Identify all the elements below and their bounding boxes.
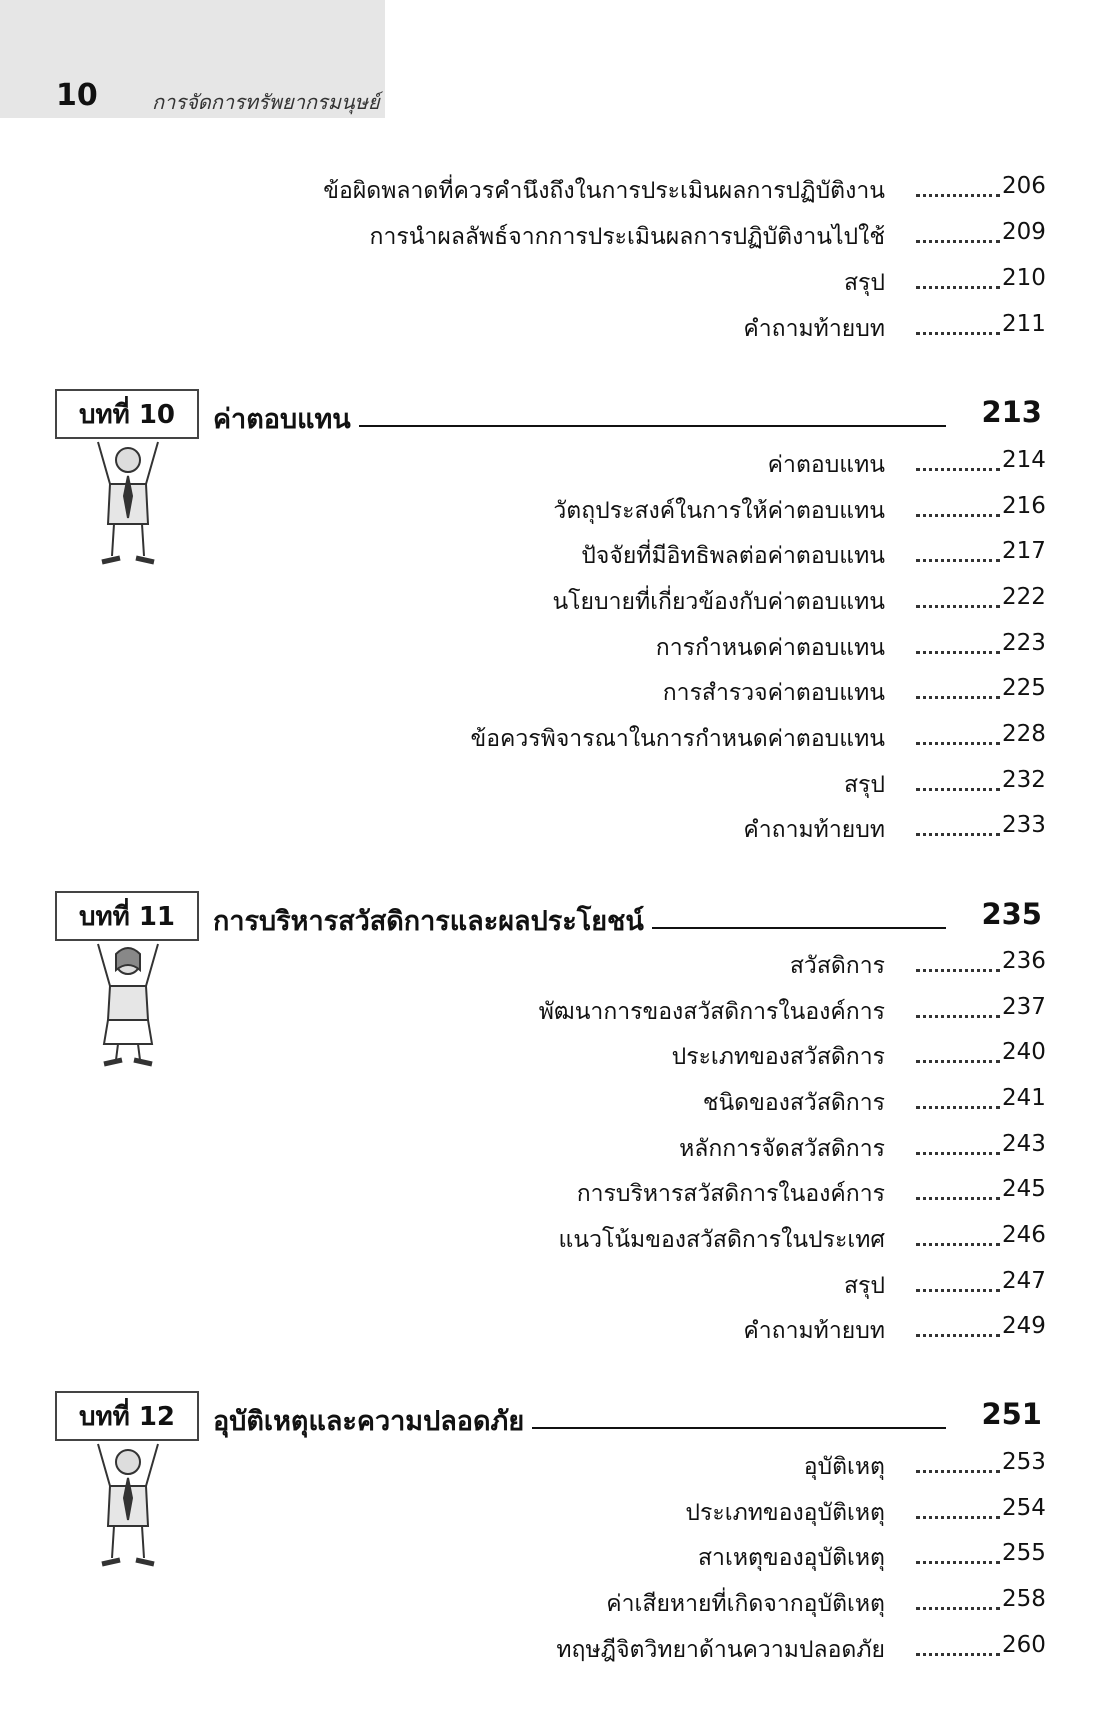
toc-entry-title: การสำรวจค่าตอบแทน: [662, 680, 885, 706]
toc-entry-title: ทฤษฎีจิตวิทยาด้านความปลอดภัย: [556, 1637, 885, 1663]
toc-entry-page: 254: [1002, 1495, 1046, 1521]
toc-entry[interactable]: [0, 1268, 1103, 1304]
toc-entry[interactable]: [0, 219, 1103, 255]
toc-entry-title: ปัจจัยที่มีอิทธิพลต่อค่าตอบแทน: [581, 543, 885, 569]
toc-entry-page: 260: [1002, 1632, 1046, 1658]
toc-entry-title: ประเภทของสวัสดิการ: [671, 1044, 885, 1070]
dot-leader: [916, 286, 1000, 289]
dot-leader: [916, 696, 1000, 699]
toc-entry-page: 216: [1002, 493, 1046, 519]
toc-entry[interactable]: [0, 1449, 1103, 1485]
toc-entry-page: 246: [1002, 1222, 1046, 1248]
toc-entry-title: สาเหตุของอุบัติเหตุ: [698, 1545, 885, 1571]
toc-entry[interactable]: [0, 767, 1103, 803]
toc-entry-page: 206: [1002, 173, 1046, 199]
toc-entry-page: 210: [1002, 265, 1046, 291]
toc-entry-title: คำถามท้ายบท: [743, 316, 885, 342]
toc-entry-page: 233: [1002, 812, 1046, 838]
toc-entry-title: สรุป: [844, 270, 885, 296]
toc-entry-page: 228: [1002, 721, 1046, 747]
toc-entry-page: 225: [1002, 675, 1046, 701]
toc-entry-page: 232: [1002, 767, 1046, 793]
toc-entry-title: วัตถุประสงค์ในการให้ค่าตอบแทน: [553, 498, 885, 524]
toc-entry-title: แนวโน้มของสวัสดิการในประเทศ: [558, 1227, 885, 1253]
dot-leader: [916, 514, 1000, 517]
dot-leader: [916, 194, 1000, 197]
dot-leader: [916, 833, 1000, 836]
toc-entry[interactable]: [0, 1540, 1103, 1576]
dot-leader: [916, 1015, 1000, 1018]
toc-entry[interactable]: [0, 1085, 1103, 1121]
toc-entry-page: 223: [1002, 630, 1046, 656]
toc-entry-page: 214: [1002, 447, 1046, 473]
toc-entry-page: 236: [1002, 948, 1046, 974]
toc-entry-title: ค่าเสียหายที่เกิดจากอุบัติเหตุ: [606, 1591, 885, 1617]
chapter-label: บทที่ 10: [55, 389, 199, 439]
toc-entry-page: 217: [1002, 538, 1046, 564]
toc-entry[interactable]: [0, 538, 1103, 574]
dot-leader: [916, 605, 1000, 608]
dot-leader: [916, 240, 1000, 243]
chapter-page: 213: [981, 395, 1042, 429]
dot-leader: [916, 969, 1000, 972]
dot-leader: [916, 1289, 1000, 1292]
book-title: การจัดการทรัพยากรมนุษย์: [152, 90, 380, 114]
toc-entry-title: หลักการจัดสวัสดิการ: [679, 1136, 885, 1162]
toc-entry-title: คำถามท้ายบท: [743, 817, 885, 843]
dot-leader: [916, 1470, 1000, 1473]
toc-entry-title: สวัสดิการ: [789, 953, 885, 979]
chapter-title: การบริหารสวัสดิการและผลประโยชน์: [213, 899, 652, 942]
chapter-page: 235: [981, 897, 1042, 931]
toc-entry-title: ข้อผิดพลาดที่ควรคำนึงถึงในการประเมินผลการปฏิบัติงาน: [323, 178, 885, 204]
toc-entry-title: ประเภทของอุบัติเหตุ: [685, 1500, 885, 1526]
toc-entry[interactable]: [0, 1222, 1103, 1258]
toc-entry-page: 240: [1002, 1039, 1046, 1065]
toc-entry-title: การบริหารสวัสดิการในองค์การ: [576, 1181, 885, 1207]
toc-entry-title: ชนิดของสวัสดิการ: [702, 1090, 885, 1116]
dot-leader: [916, 742, 1000, 745]
dot-leader: [916, 1197, 1000, 1200]
toc-entry[interactable]: [0, 493, 1103, 529]
chapter-label: บทที่ 11: [55, 891, 199, 941]
toc-entry-page: 243: [1002, 1131, 1046, 1157]
dot-leader: [916, 1106, 1000, 1109]
toc-entry[interactable]: [0, 173, 1103, 209]
dot-leader: [916, 559, 1000, 562]
dot-leader: [916, 1334, 1000, 1337]
dot-leader: [916, 1516, 1000, 1519]
toc-entry-title: สรุป: [844, 1273, 885, 1299]
toc-entry[interactable]: [0, 584, 1103, 620]
page-number: 10: [56, 78, 98, 113]
toc-entry-page: 211: [1002, 311, 1046, 337]
toc-entry-title: อุบัติเหตุ: [803, 1454, 885, 1480]
toc-entry[interactable]: [0, 1586, 1103, 1622]
chapter-title: อุบัติเหตุและความปลอดภัย: [213, 1399, 532, 1442]
toc-entry[interactable]: [0, 630, 1103, 666]
chapter-page: 251: [981, 1397, 1042, 1431]
dot-leader: [916, 332, 1000, 335]
toc-entry[interactable]: [0, 1632, 1103, 1668]
toc-entry[interactable]: [0, 994, 1103, 1030]
toc-entry-page: 222: [1002, 584, 1046, 610]
dot-leader: [916, 1152, 1000, 1155]
dot-leader: [916, 1561, 1000, 1564]
toc-entry[interactable]: [0, 1176, 1103, 1212]
toc-entry[interactable]: [0, 265, 1103, 301]
toc-entry-page: 245: [1002, 1176, 1046, 1202]
chapter-heading-12[interactable]: [0, 1391, 1103, 1447]
dot-leader: [916, 1653, 1000, 1656]
toc-entry-title: สรุป: [844, 772, 885, 798]
toc-entry[interactable]: [0, 721, 1103, 757]
dot-leader: [916, 1243, 1000, 1246]
toc-entry[interactable]: [0, 1495, 1103, 1531]
toc-entry-page: 237: [1002, 994, 1046, 1020]
toc-entry[interactable]: [0, 1313, 1103, 1349]
toc-entry[interactable]: [0, 675, 1103, 711]
toc-entry[interactable]: [0, 948, 1103, 984]
chapter-heading-10[interactable]: [0, 389, 1103, 445]
toc-entry-title: พัฒนาการของสวัสดิการในองค์การ: [538, 999, 885, 1025]
toc-entry-page: 209: [1002, 219, 1046, 245]
dot-leader: [916, 1607, 1000, 1610]
toc-entry[interactable]: [0, 447, 1103, 483]
chapter-heading-11[interactable]: [0, 891, 1103, 947]
dot-leader: [916, 468, 1000, 471]
dot-leader: [916, 1060, 1000, 1063]
toc-entry-page: 249: [1002, 1313, 1046, 1339]
dot-leader: [916, 651, 1000, 654]
toc-entry-page: 253: [1002, 1449, 1046, 1475]
toc-entry-page: 258: [1002, 1586, 1046, 1612]
toc-entry-page: 255: [1002, 1540, 1046, 1566]
toc-entry[interactable]: [0, 1039, 1103, 1075]
dot-leader: [916, 788, 1000, 791]
toc-entry[interactable]: [0, 311, 1103, 347]
toc-entry-title: นโยบายที่เกี่ยวข้องกับค่าตอบแทน: [552, 589, 885, 615]
chapter-label: บทที่ 12: [55, 1391, 199, 1441]
toc-entry-title: คำถามท้ายบท: [743, 1318, 885, 1344]
toc-entry-title: การนำผลลัพธ์จากการประเมินผลการปฏิบัติงานไปใช้: [369, 224, 885, 250]
toc-entry-title: การกำหนดค่าตอบแทน: [655, 635, 885, 661]
toc-entry-title: ค่าตอบแทน: [767, 452, 885, 478]
toc-entry-page: 247: [1002, 1268, 1046, 1294]
chapter-title: ค่าตอบแทน: [213, 397, 359, 440]
toc-entry-page: 241: [1002, 1085, 1046, 1111]
toc-entry[interactable]: [0, 812, 1103, 848]
toc-entry[interactable]: [0, 1131, 1103, 1167]
toc-entry-title: ข้อควรพิจารณาในการกำหนดค่าตอบแทน: [470, 726, 885, 752]
